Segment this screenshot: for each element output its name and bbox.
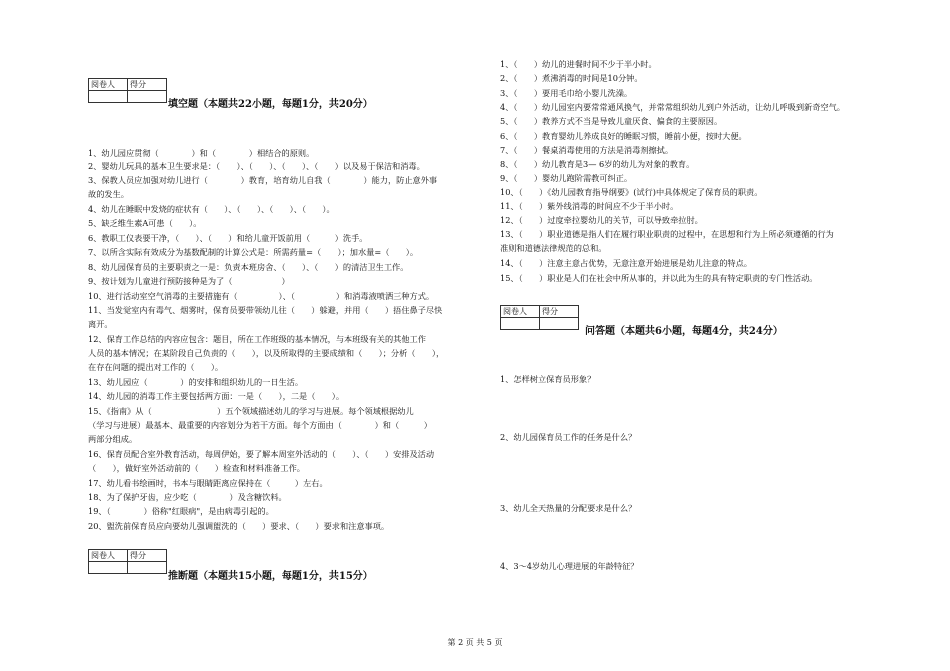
score-cell[interactable] bbox=[128, 91, 167, 103]
reviewer-cell[interactable] bbox=[89, 91, 128, 103]
fill-item: 5、缺乏维生素A可患（ ）。 bbox=[88, 218, 202, 228]
score-cell[interactable] bbox=[540, 318, 579, 330]
fill-item: 离开。 bbox=[88, 319, 113, 329]
judge-item: 1、（ ）幼儿的进餐时间不少于半小时。 bbox=[500, 59, 657, 69]
fill-item: 15、《指南》从（ ）五个领域描述幼儿的学习与进展。每个领域根据幼儿 bbox=[88, 406, 414, 416]
fill-item: 4、幼儿在睡眠中发烧的症状有（ ）、（ ）、（ ）、（ ）。 bbox=[88, 204, 335, 214]
score-box-section3 bbox=[500, 305, 579, 330]
judge-item: 15、（ ）职业是人们在社会中所从事的，并以此为生的具有特定职责的专门性活动。 bbox=[500, 273, 818, 283]
fill-item: 2、婴幼儿玩具的基本卫生要求是：（ ）、（ ）、（ ）、（ ）以及易于保洁和消毒。 bbox=[88, 161, 425, 171]
fill-item: 6、教职工仪表要干净，（ ）、（ ）和给儿童开饭前用（ ）洗手。 bbox=[88, 233, 368, 243]
score-cell[interactable] bbox=[128, 562, 167, 574]
judge-item: 6、（ ）教育婴幼儿养成良好的睡眠习惯，睡前小便，按时大便。 bbox=[500, 131, 747, 141]
score-box-section1 bbox=[88, 78, 167, 103]
fill-item: 14、幼儿园的消毒工作主要包括两方面：一是（ ），二是（ ）。 bbox=[88, 391, 345, 401]
fill-item: 故的发生。 bbox=[88, 189, 129, 199]
fill-item: 19、（ ）俗称"红眼病"，是由病毒引起的。 bbox=[88, 506, 274, 516]
question-item: 2、幼儿园保育员工作的任务是什么？ bbox=[500, 432, 637, 442]
fill-item: 16、保育员配合室外教育活动，每周伊始，要了解本周室外活动的（ ）、（ ）安排及活动 bbox=[88, 449, 435, 459]
fill-item: 3、保教人员应加强对幼儿进行（ ）教育，培育幼儿自我（ ）能力，防止意外事 bbox=[88, 175, 438, 185]
judge-item: 8、（ ）幼儿教育是3— 6岁的幼儿为对象的教育。 bbox=[500, 159, 695, 169]
judge-item: 准则和道德法律规范的总和。 bbox=[500, 243, 607, 253]
reviewer-label: 阅卷人 bbox=[89, 79, 128, 91]
score-box-section2 bbox=[88, 549, 167, 574]
question-item: 3、幼儿全天热量的分配要求是什么？ bbox=[500, 503, 637, 513]
page-footer: 第 2 页 共 5 页 bbox=[447, 638, 503, 647]
fill-item: （ ），做好室外活动前的（ ）检查和材料准备工作。 bbox=[88, 463, 305, 473]
fill-item: 18、为了保护牙齿，应少吃（ ）及含糖饮料。 bbox=[88, 492, 287, 502]
fill-item: 7、以所含实际有效成分为基数配制的计算公式是：所需药量=（ ）；加水量=（ ）。 bbox=[88, 247, 419, 257]
judge-item: 12、（ ）过度牵拉婴幼儿的关节，可以导致牵拉肘。 bbox=[500, 215, 703, 225]
score-label: 得分 bbox=[540, 306, 579, 318]
judge-item: 3、（ ）要用毛巾给小婴儿洗澡。 bbox=[500, 88, 633, 98]
section1-title: 填空题（本题共22小题，每题1分，共20分） bbox=[168, 99, 373, 110]
fill-item: 在存在问题的提出对工作的（ ）。 bbox=[88, 362, 224, 372]
fill-item: 1、幼儿园应贯彻（ ）和（ ）相结合的原则。 bbox=[88, 148, 315, 158]
reviewer-cell[interactable] bbox=[501, 318, 540, 330]
judge-item: 11、（ ）紫外线消毒的时间应不少于半小时。 bbox=[500, 201, 679, 211]
fill-item: 8、幼儿园保育员的主要职责之一是：负责本班房舍、（ ）、（ ）的清洁卫生工作。 bbox=[88, 262, 409, 272]
fill-item: 两部分组成。 bbox=[88, 434, 138, 444]
question-item: 1、怎样树立保育员形象？ bbox=[500, 374, 596, 384]
section2-title: 推断题（本题共15小题，每题1分，共15分） bbox=[168, 571, 373, 582]
judge-item: 2、（ ）煮沸消毒的时间是10分钟。 bbox=[500, 73, 643, 83]
fill-item: 13、幼儿园应（ ）的安排和组织幼儿的一日生活。 bbox=[88, 377, 304, 387]
judge-item: 14、（ ）注意主意占优势，无意注意开始进展是幼儿注意的特点。 bbox=[500, 258, 752, 268]
question-item: 4、3〜4岁幼儿心理进展的年龄特征？ bbox=[500, 561, 639, 571]
judge-item: 7、（ ）餐桌消毒使用的方法是消毒剂擦拭。 bbox=[500, 145, 674, 155]
judge-item: 13、（ ）职业道德是指人们在履行职业职责的过程中，在思想和行为上所必须遵循的行为 bbox=[500, 229, 834, 239]
fill-item: 11、当发觉室内有毒气、烟雾时，保育员要带领幼儿往（ ）躲避，并用（ ）捂住鼻子尽快 bbox=[88, 305, 443, 315]
judge-item: 4、（ ）幼儿园室内要常常通风换气，并常常组织幼儿到户外活动，让幼儿呼吸到新奇空气。 bbox=[500, 102, 845, 112]
reviewer-cell[interactable] bbox=[89, 562, 128, 574]
judge-item: 10、（ ）《幼儿园教育指导纲要》(试行)中具体规定了保育员的职责。 bbox=[500, 187, 763, 197]
judge-item: 5、（ ）教养方式不当是导致儿童厌食、偏食的主要原因。 bbox=[500, 116, 723, 126]
fill-item: 10、进行活动室空气消毒的主要措施有（ ）、（ ）和消毒液喷洒三种方式。 bbox=[88, 291, 435, 301]
reviewer-label: 阅卷人 bbox=[89, 550, 128, 562]
fill-item: 20、盥洗前保育员应向要幼儿强调盥洗的（ ）要求、（ ）要求和注意事项。 bbox=[88, 521, 390, 531]
reviewer-label: 阅卷人 bbox=[501, 306, 540, 318]
section3-title: 问答题（本题共6小题，每题4分，共24分） bbox=[585, 326, 783, 337]
score-label: 得分 bbox=[128, 79, 167, 91]
fill-item: 人员的基本情况；在某阶段自己负责的（ ），以及所取得的主要成绩和（ ）；分析（ ）， bbox=[88, 348, 445, 358]
judge-item: 9、（ ）婴幼儿跑阶需教可纠正。 bbox=[500, 173, 633, 183]
fill-item: （学习与进展）最基本、最重要的内容划分为若干方面。每个方面由（ ）和（ ） bbox=[88, 420, 432, 430]
fill-item: 12、保育工作总结的内容应包含：题目，所在工作班级的基本情况，与本班级有关的其他工作 bbox=[88, 334, 426, 344]
fill-item: 9、按计划为儿童进行预防接种是为了（ ） bbox=[88, 276, 290, 286]
fill-item: 17、幼儿看书绘画时，书本与眼睛距离应保持在（ ）左右。 bbox=[88, 478, 328, 488]
score-label: 得分 bbox=[128, 550, 167, 562]
